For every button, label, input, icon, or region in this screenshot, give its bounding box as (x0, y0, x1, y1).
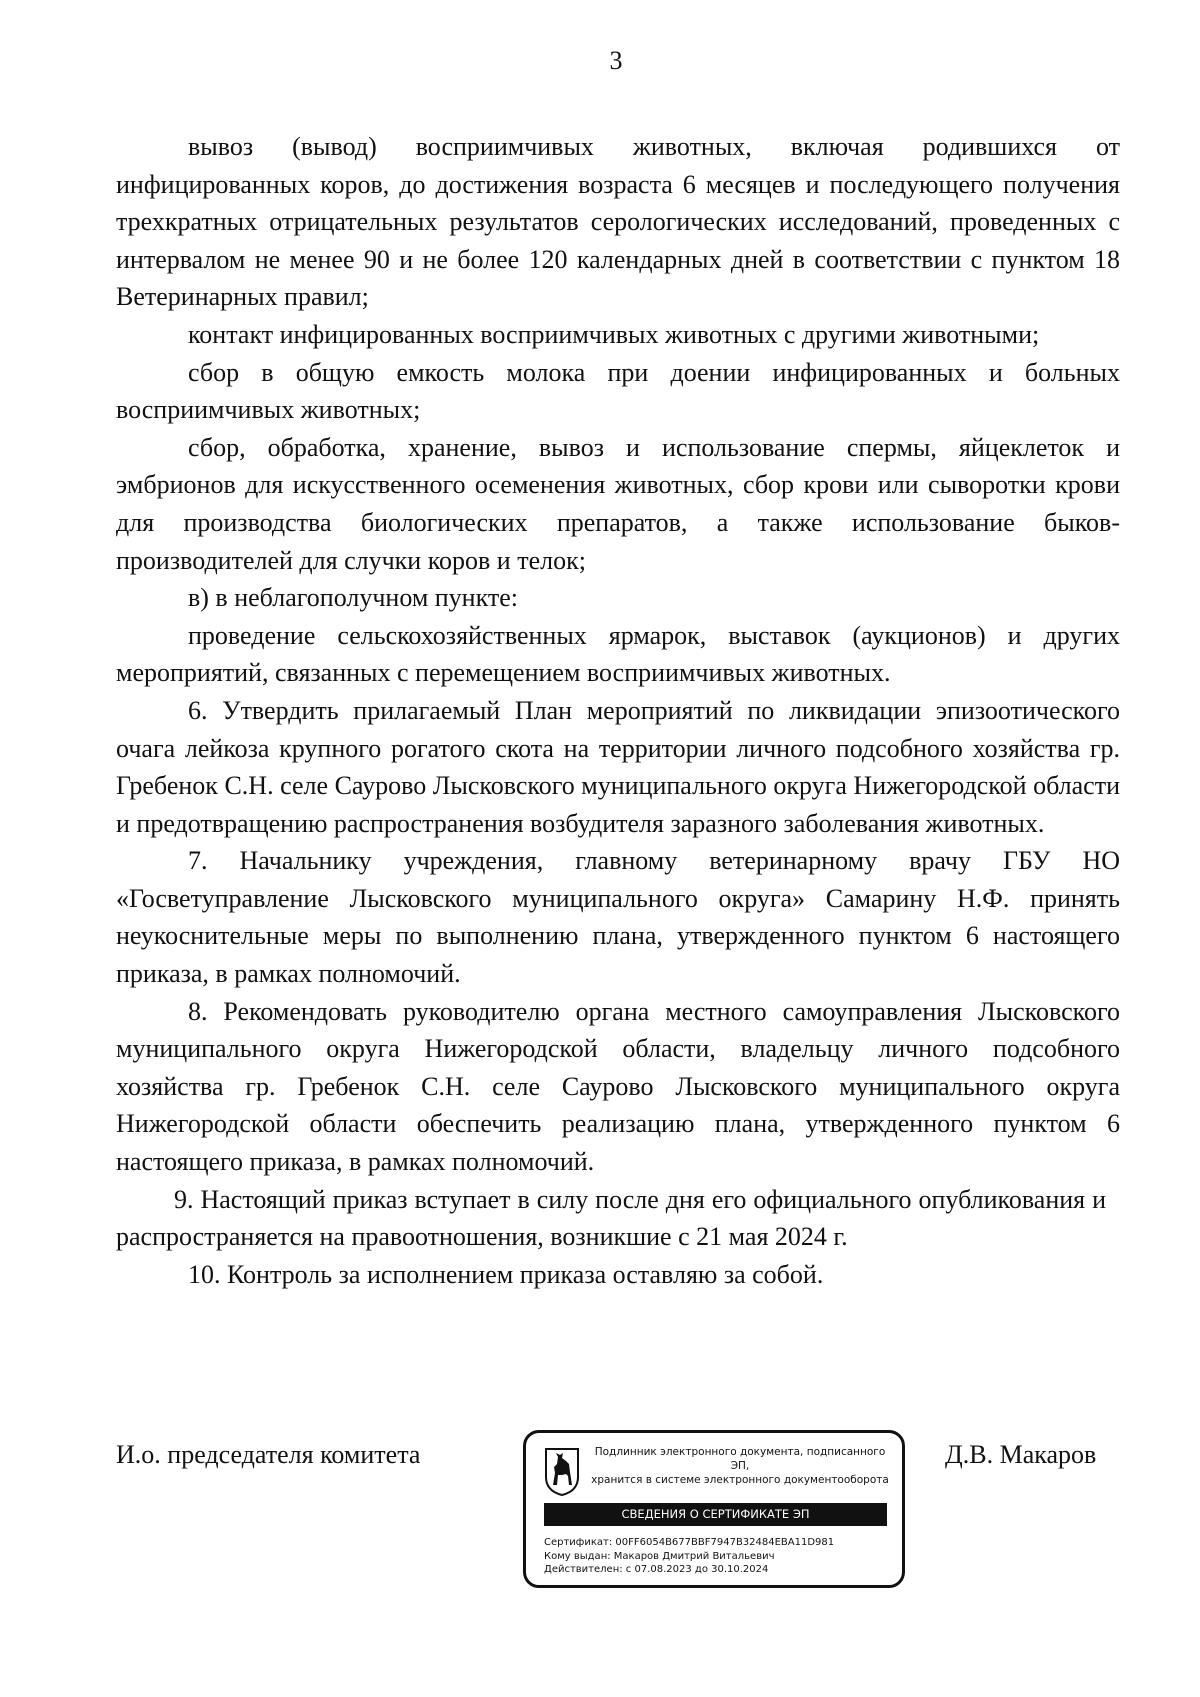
paragraph-export-ban: вывоз (вывод) восприимчивых животных, включая родившихся от инфицированных коров, до достижения возраста 6 месяцев и последующего получения трехкратных отрицательных результатов серологических исследований, проведенных с интервалом не менее 90 и не более 120 календарных дней в соответствии с пунктом 18 Ветеринарных правил; (116, 132, 1120, 312)
page-number: 3 (609, 46, 623, 75)
paragraph-item-9: 9. Настоящий приказ вступает в силу после дня его официального опубликования и распространяется на правоотношения, возникшие с 21 мая 2024 г. (116, 1184, 1106, 1252)
signature-block (0, 1430, 1200, 1590)
stamp-header-line-2: хранится в системе электронного документооборота (591, 1474, 889, 1486)
stamp-details (544, 1536, 834, 1577)
signer-name: Д.В. Макаров (945, 1440, 1097, 1469)
signer-title: И.о. председателя комитета (116, 1440, 421, 1469)
paragraph-sperm-ban: сбор, обработка, хранение, вывоз и использование спермы, яйцеклеток и эмбрионов для искусственного осеменения животных, сбор крови или сыворотки крови для производства биологических препаратов, а также использование быков-производителей для случки коров и телок; (116, 432, 1120, 575)
paragraph-contact-ban: контакт инфицированных восприимчивых животных с другими животными; (188, 319, 1040, 349)
paragraph-item-10: 10. Контроль за исполнением приказа оставляю за собой. (188, 1259, 824, 1289)
paragraph-item-6: 6. Утвердить прилагаемый План мероприятий по ликвидации эпизоотического очага лейкоза крупного рогатого скота на территории личного подсобного хозяйства гр. Гребенок С.Н. селе Саурово Лысковского муниципального округа Нижегородской области и предотвращению распространения возбудителя заразного заболевания животных. (116, 695, 1120, 838)
paragraph-item-8: 8. Рекомендовать руководителю органа местного самоуправления Лысковского муниципального округа Нижегородской области, владельцу личного подсобного хозяйства гр. Гребенок С.Н. селе Саурово Лысковского муниципального округа Нижегородской области обеспечить реализацию плана, утвержденного пунктом 6 настоящего приказа, в рамках полномочий. (116, 996, 1120, 1177)
stamp-issued-to: Кому выдан: Макаров Дмитрий Витальевич (544, 1550, 775, 1562)
stamp-certificate-number: Сертификат: 00FF6054B677BBF7947B32484EBA11D981 (544, 1537, 835, 1548)
electronic-signature-stamp (523, 1430, 905, 1588)
paragraph-subsection-v: в) в неблагополучном пункте: (188, 583, 519, 613)
stamp-header (584, 1445, 896, 1487)
paragraph-item-7: 7. Начальнику учреждения, главному ветеринарному врачу ГБУ НО «Госветуправление Лысковского муниципального округа» Самарину Н.Ф. принять неукоснительные меры по выполнению плана, утвержденного пунктом 6 настоящего приказа, в рамках полномочий. (116, 846, 1120, 989)
stamp-header-line-1: Подлинник электронного документа, подписанного ЭП, (594, 1446, 886, 1472)
paragraph-milk-ban: сбор в общую емкость молока при доении инфицированных и больных восприимчивых животных; (116, 357, 1120, 425)
stamp-certificate-bar: СВЕДЕНИЯ О СЕРТИФИКАТЕ ЭП (544, 1503, 887, 1526)
stamp-validity: Действителен: с 07.08.2023 до 30.10.2024 (544, 1564, 769, 1575)
coat-of-arms-icon (544, 1447, 580, 1497)
paragraph-fairs-ban: проведение сельскохозяйственных ярмарок, выставок (аукционов) и других мероприятий, связанных с перемещением восприимчивых животных. (116, 620, 1120, 688)
document-body (116, 128, 1120, 1293)
